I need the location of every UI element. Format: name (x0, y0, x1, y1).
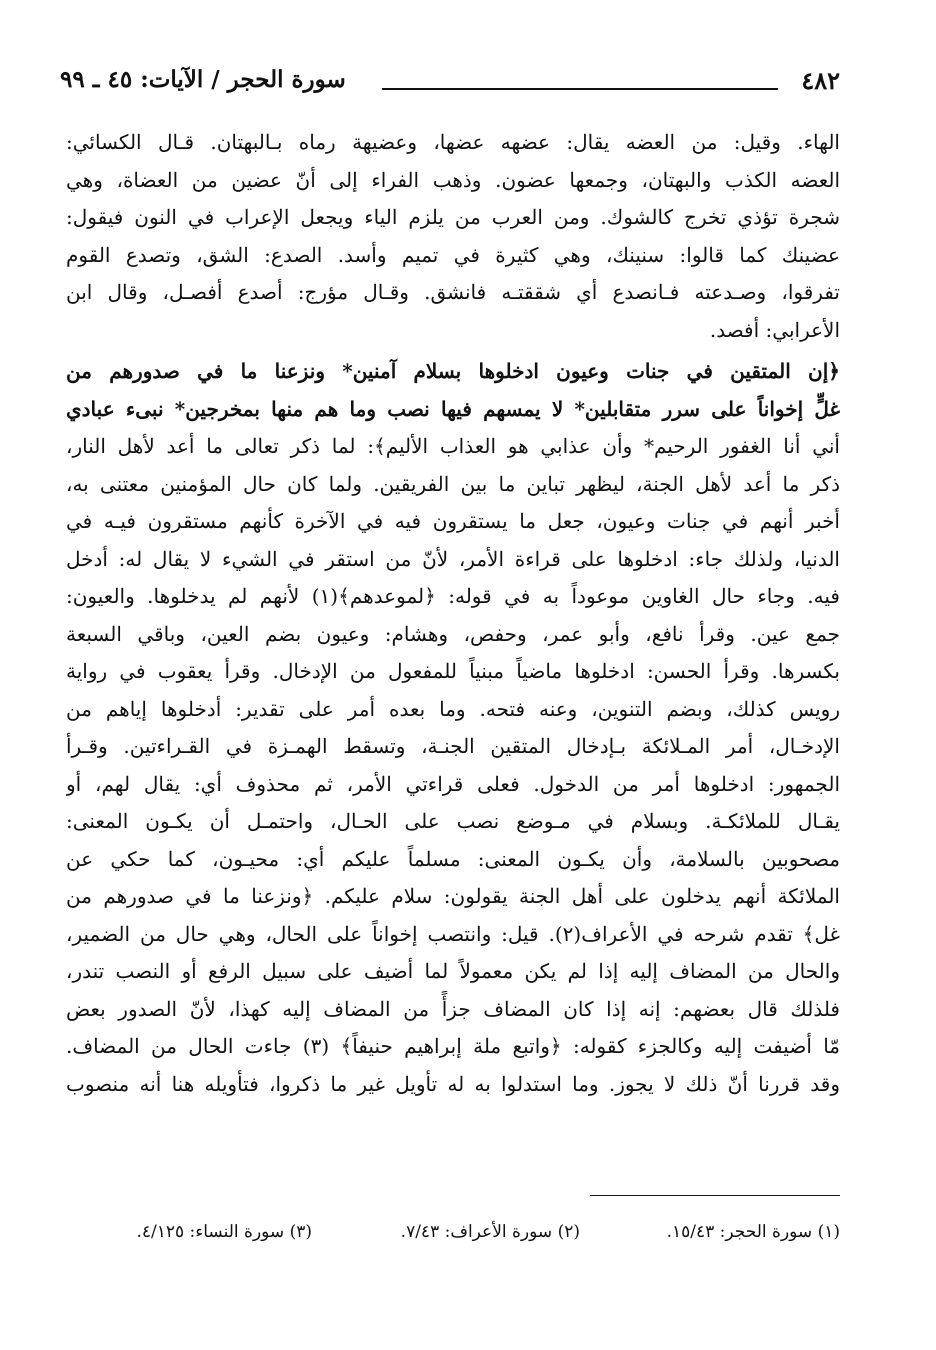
quran-verse-line: غلٍّ إخواناً على سرر متقابلين* لا يمسهم فيها نصب وما هم منها بمخرجين* نبىء عبادي (66, 396, 840, 421)
page-header (60, 66, 840, 100)
text-line: تفرقوا، وصـدعته فـانصدع أي شققتـه فانشق. وقـال مؤرج: أصدع أفصـل، وقال ابن (66, 280, 840, 304)
text-line: يقـال للملائكـة. وبسلام في مـوضع نصب على الحـال، واحتمـل أن يكـون المعنى: (66, 809, 840, 833)
text-line: والحال من المضاف إليه إذا لم يكن معمولاً لما أضيف على سبيل الرفع أو النصب تندر، (66, 959, 840, 983)
text-line: الهاء. وقيل: من العضه يقال: عضهه عضها، وعضيهة رماه بـالبهتان. قـال الكسائي: (66, 130, 840, 154)
text-line: رويس كذلك، وبضم التنوين، وعنه فتحه. وما بعده أمر على تقدير: أدخلوها إياهم من (66, 696, 840, 721)
text-line: بكسرها. وقرأ الحسن: ادخلوها ماضياً مبنياً للمفعول من الإدخال. وقرأ يعقوب في رواية (66, 659, 840, 683)
text-line: الدنيا، ولذلك جاء: ادخلوها على قراءة الأمر، لأنّ من استقر في الشيء لا يقال له: أدخل (66, 546, 840, 571)
text-line: غل﴾ تقدم شرحه في الأعراف(٢). قيل: وانتصب إخواناً على الحال، وهي حال من الضمير، (66, 921, 840, 946)
text-line: مّا أضيفت إليه وكالجزء كقوله: ﴿واتبع ملة إبراهيم حنيفاً﴾ (٣) جاءت الحال من المضاف. (66, 1034, 840, 1058)
text-line: مصحوبين بالسلامة، وأن يكـون المعنى: مسلماً عليكم أي: محيـون، كما حكي عن (66, 846, 840, 871)
text-line: الأعرابي: أفصد. (709, 317, 840, 342)
footnote-separator (590, 1195, 840, 1196)
text-line: عضينك كما قالوا: سنينك، وهي كثيرة في تميم وأسد. الصدع: الشق، وتصدع القوم (66, 242, 840, 267)
footnotes (66, 1222, 840, 1252)
text-line: الملائكة أنهم يدخلون على أهل الجنة يقولون: سلام عليكم. ﴿ونزعنا ما في صدورهم من (66, 884, 840, 908)
footnote: (٣) سورة النساء: ٤/١٢٥. (136, 1222, 312, 1242)
text-line: وقد قررنا أنّ ذلك لا يجوز. وما استدلوا به له تأويل غير ما ذكروا، فتأويله هنا أنه منصوب (66, 1071, 840, 1096)
text-line: فلذلك قال بعضهم: إنه إذا كان المضاف جزأً من المضاف إليه كهذا، لأنّ الصدور بعض (66, 996, 840, 1021)
text-line: الإدخـال، أمر المـلائكة بـإدخال المتقين الجنـة، وتسقط الهمـزة في القـراءتين. وقـرأ (66, 734, 840, 758)
text-line: فيه. وجاء حال الغاوين موعوداً به في قوله: ﴿لموعدهم﴾(١) لأنهم لم يدخلوها. والعيون: (66, 584, 840, 608)
page-number: ٤٨٢ (801, 66, 840, 95)
quran-verse-line: ﴿إن المتقين في جنات وعيون ادخلوها بسلام آمنين* ونزعنا ما في صدورهم من (66, 359, 840, 383)
text-line: أني أنا الغفور الرحيم* وأن عذابي هو العذاب الأليم﴾: لما ذكر تعالى ما أعد لأهل النار، (66, 434, 840, 458)
text-line: جمع عين. وقرأ نافع، وأبو عمر، وحفص، وهشام: وعيون بضم العين، وباقي السبعة (66, 621, 840, 646)
text-line: أخبر أنهم في جنات وعيون، جعل ما يستقرون فيه في الآخرة كأنهم مستقرون فيـه في (66, 509, 840, 533)
header-rule (382, 88, 778, 90)
footnote: (٢) سورة الأعراف: ٧/٤٣. (400, 1222, 580, 1242)
text-line: العضه الكذب والبهتان، وجمعها عضون. وذهب الفراء إلى أنّ عضين من العضاة، وهي (66, 167, 840, 192)
text-line: الجمهور: ادخلوها أمر من الدخول. فعلى قراءتي الأمر، ثم محذوف أي: يقال لهم، أو (66, 771, 840, 796)
text-line: شجرة تؤذي تخرج كالشوك. ومن العرب من يلزم الياء ويجعل الإعراب في النون فيقول: (66, 205, 840, 229)
text-line: ذكر ما أعد لأهل الجنة، ليظهر تباين ما بين الفريقين. ولما كان حال المؤمنين معتنى به، (66, 471, 840, 496)
footnote: (١) سورة الحجر: ١٥/٤٣. (666, 1222, 840, 1242)
running-title: سورة الحجر / الآيات: ٤٥ ـ ٩٩ (60, 66, 346, 93)
body-text (66, 124, 840, 1103)
